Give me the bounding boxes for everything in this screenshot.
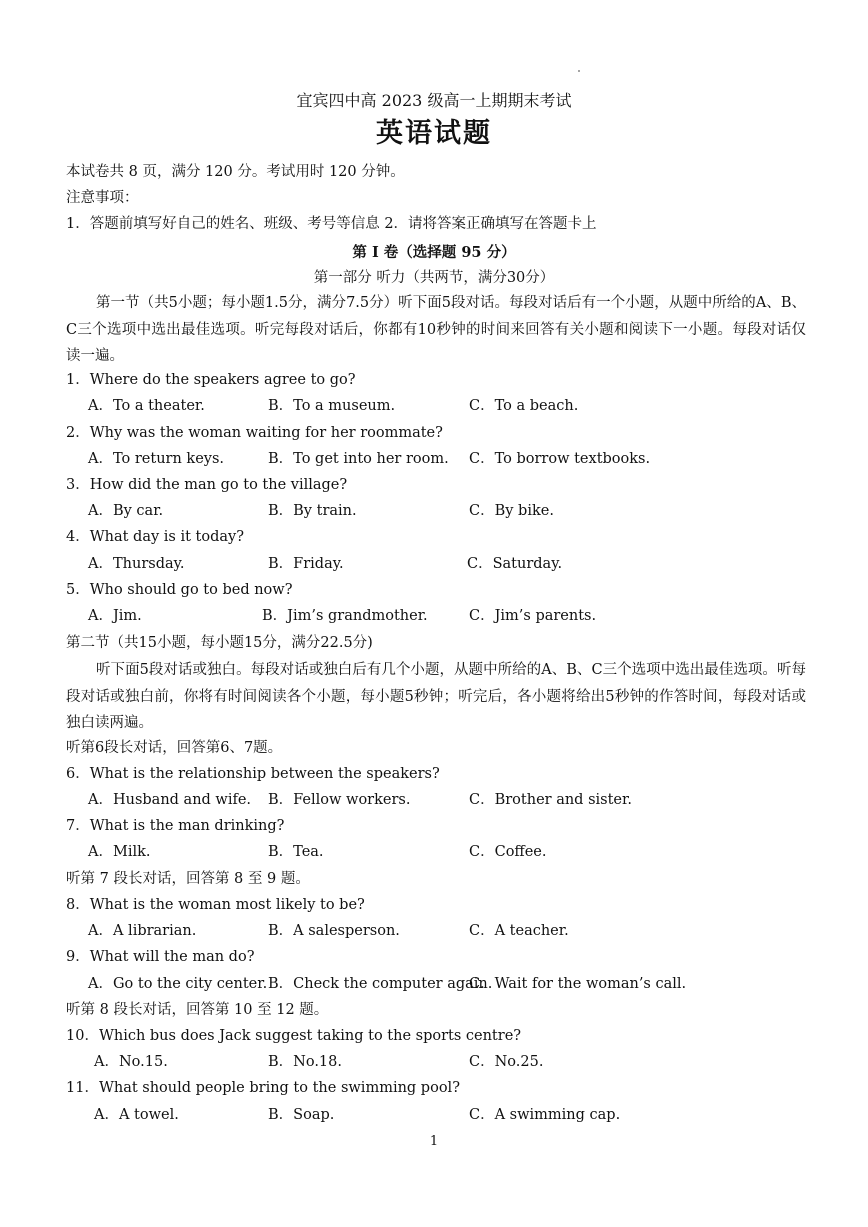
q11-option-a: A．A towel.: [94, 1107, 179, 1123]
q4-option-b: B．Friday.: [268, 556, 344, 572]
q2-option-a: A．To return keys.: [88, 451, 225, 467]
q3-option-b: B．By train.: [268, 503, 357, 519]
exam-subtitle: 宜宾四中高 2023 级高一上期期末考试: [296, 91, 572, 110]
section1-instructions-text: 第一节（共5小题；每小题1.5分，满分7.5分）听下面5段对话。每段对话后有一个小题，从题中所给的A、B、C三个选项中选出最佳选项。听完每段对话后，你都有10秒钟的时间来回答有关小题和阅读下一小题。每段对话仅读一遍。: [66, 295, 806, 364]
q11-option-b: B．Soap.: [268, 1107, 335, 1123]
question-10: 10．Which bus does Jack suggest taking to the sports centre?: [66, 1028, 522, 1044]
section2-instructions: [66, 657, 806, 737]
q4-option-c: C．Saturday.: [467, 556, 563, 572]
scan-dot: [578, 70, 580, 72]
section2-instructions-text: 听下面5段对话或独白。每段对话或独白后有几个小题，从题中所给的A、B、C三个选项中选出最佳选项。听每段对话或独白前，你将有时间阅读各个小题，每小题5秒钟；听完后，各小题将给出5秒钟的作答时间，每段对话或独白读两遍。: [66, 662, 806, 731]
q7-option-a: A．Milk.: [88, 844, 151, 860]
q5-option-a: A．Jim.: [88, 608, 142, 624]
question-9: 9．What will the man do?: [66, 949, 255, 965]
part1-subheader: 第一部分 听力（共两节，满分30分）: [313, 270, 555, 286]
q2-option-b: B．To get into her room.: [268, 451, 449, 467]
dialog-note-6: 听第6段长对话，回答第6、7题。: [66, 740, 283, 756]
question-6: 6．What is the relationship between the speakers?: [66, 766, 440, 782]
notice-text: 1．答题前填写好自己的姓名、班级、考号等信息 2．请将答案正确填写在答题卡上: [66, 216, 597, 232]
section2-header: 第二节（共15小题，每小题15分，满分22.5分): [66, 635, 373, 651]
exam-title: 英语试题: [376, 118, 492, 149]
notice-label: 注意事项：: [66, 190, 139, 206]
q6-option-b: B．Fellow workers.: [268, 792, 411, 808]
question-2: 2．Why was the woman waiting for her roommate?: [66, 425, 443, 441]
q5-option-c: C．Jim’s parents.: [469, 608, 597, 624]
question-11: 11．What should people bring to the swimming pool?: [66, 1080, 460, 1096]
q9-option-a: A．Go to the city center.: [88, 976, 268, 992]
q5-option-b: B．Jim’s grandmother.: [262, 608, 428, 624]
q3-option-c: C．By bike.: [469, 503, 554, 519]
q6-option-c: C．Brother and sister.: [469, 792, 632, 808]
q4-option-a: A．Thursday.: [88, 556, 185, 572]
q11-option-c: C．A swimming cap.: [469, 1107, 621, 1123]
question-7: 7．What is the man drinking?: [66, 818, 285, 834]
q6-option-a: A．Husband and wife.: [88, 792, 252, 808]
q9-option-b: B．Check the computer again.: [268, 976, 493, 992]
q10-option-c: C．No.25.: [469, 1054, 544, 1070]
question-8: 8．What is the woman most likely to be?: [66, 897, 365, 913]
intro-line: 本试卷共 8 页，满分 120 分。考试用时 120 分钟。: [66, 164, 405, 180]
q10-option-b: B．No.18.: [268, 1054, 342, 1070]
q3-option-a: A．By car.: [88, 503, 164, 519]
section1-instructions: [66, 290, 806, 370]
q7-option-c: C．Coffee.: [469, 844, 547, 860]
q1-option-a: A．To a theater.: [88, 398, 205, 414]
dialog-note-8: 听第 8 段长对话，回答第 10 至 12 题。: [66, 1002, 329, 1018]
question-4: 4．What day is it today?: [66, 529, 244, 545]
part1-header: 第 I 卷（选择题 95 分）: [352, 244, 516, 261]
q8-option-b: B．A salesperson.: [268, 923, 400, 939]
q8-option-c: C．A teacher.: [469, 923, 569, 939]
question-1: 1．Where do the speakers agree to go?: [66, 372, 356, 388]
q1-option-b: B．To a museum.: [268, 398, 396, 414]
q2-option-c: C．To borrow textbooks.: [469, 451, 651, 467]
dialog-note-7: 听第 7 段长对话，回答第 8 至 9 题。: [66, 871, 310, 887]
q9-option-c: C．Wait for the woman’s call.: [469, 976, 687, 992]
question-3: 3．How did the man go to the village?: [66, 477, 348, 493]
question-5: 5．Who should go to bed now?: [66, 582, 293, 598]
q10-option-a: A．No.15.: [94, 1054, 168, 1070]
page-number: 1: [429, 1134, 439, 1149]
q8-option-a: A．A librarian.: [88, 923, 197, 939]
q1-option-c: C．To a beach.: [469, 398, 579, 414]
q7-option-b: B．Tea.: [268, 844, 324, 860]
